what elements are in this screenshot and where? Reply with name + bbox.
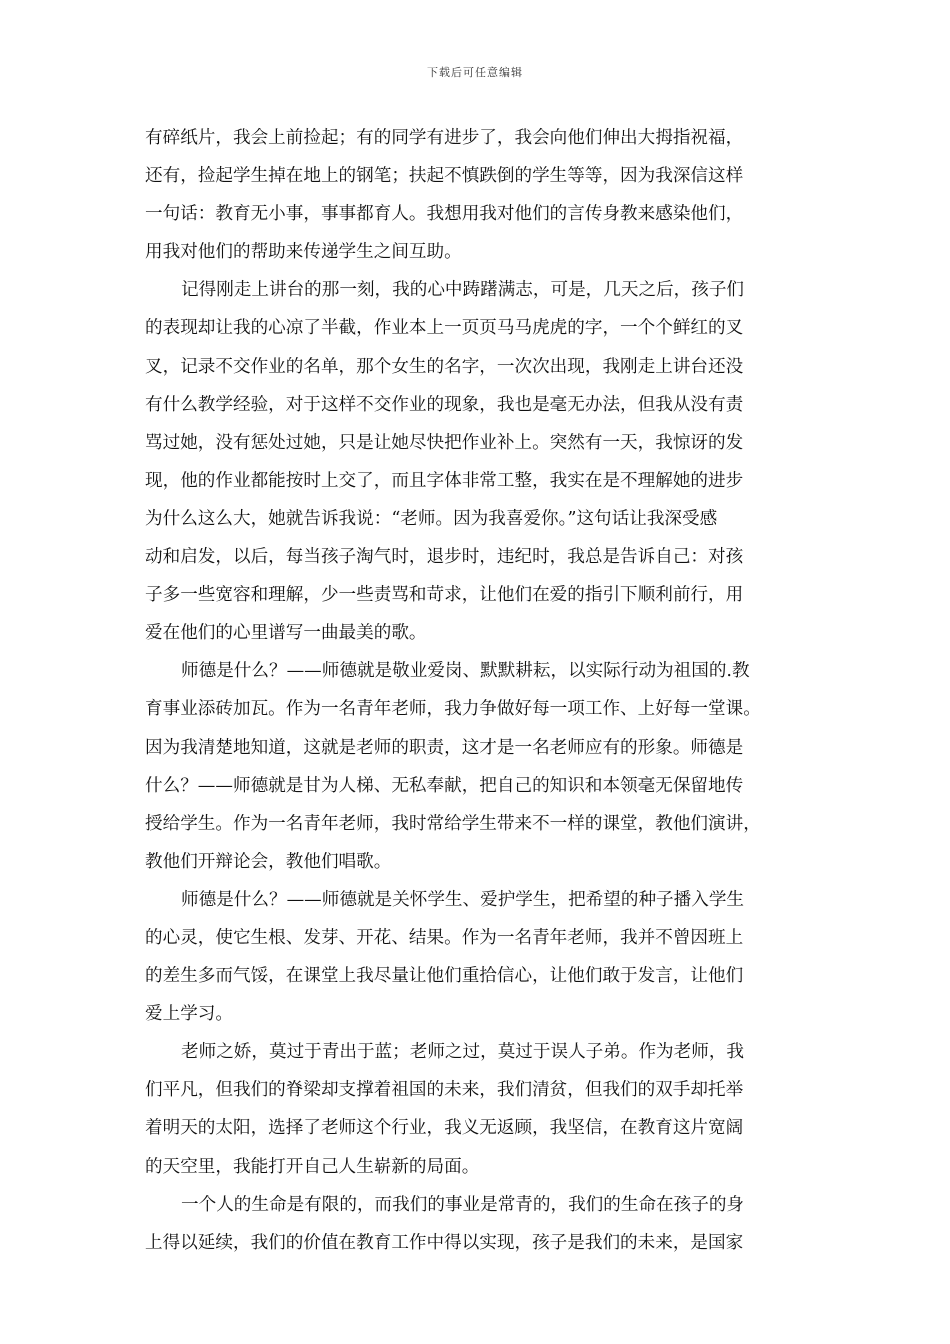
text-line: 骂过她，没有惩处过她，只是让她尽快把作业补上。突然有一天，我惊讶的发	[145, 432, 744, 453]
text-line: 为什么这么大，她就告诉我说：“老师。因为我喜爱你。”这句话让我深受感	[145, 508, 718, 529]
text-line: 教他们开辩论会，教他们唱歌。	[145, 851, 392, 872]
paragraph-first-line: 师德是什么？——师德就是敬业爱岗、默默耕耘，以实际行动为祖国的.教	[181, 661, 750, 682]
document-body	[145, 119, 815, 1262]
text-line: 上得以延续，我们的价值在教育工作中得以实现，孩子是我们的未来，是国家	[145, 1232, 744, 1253]
text-line: 现，他的作业都能按时上交了，而且字体非常工整，我实在是不理解她的进步	[145, 470, 744, 491]
text-line: 的心灵，使它生根、发芽、开花、结果。作为一名青年老师，我并不曾因班上	[145, 927, 744, 948]
text-line: 叉，记录不交作业的名单，那个女生的名字，一次次出现，我刚走上讲台还没	[145, 356, 744, 377]
text-line: 什么？——师德就是甘为人梯、无私奉献，把自己的知识和本领毫无保留地传	[145, 775, 744, 796]
text-line: 用我对他们的帮助来传递学生之间互助。	[145, 242, 462, 263]
text-line: 爱上学习。	[145, 1004, 233, 1025]
text-line: 有碎纸片，我会上前捡起；有的同学有进步了，我会向他们伸出大拇指祝福，	[145, 128, 744, 148]
paragraph-first-line: 老师之娇，莫过于青出于蓝；老师之过，莫过于误人子弟。作为老师，我	[181, 1042, 745, 1063]
paragraph-first-line: 记得刚走上讲台的那一刻，我的心中踌躇满志，可是，几天之后，孩子们	[181, 280, 745, 301]
text-line: 子多一些宽容和理解，少一些责骂和苛求，让他们在爱的指引下顺利前行，用	[145, 585, 744, 606]
text-line: 授给学生。作为一名青年老师，我时常给学生带来不一样的课堂，教他们演讲，	[145, 813, 761, 834]
text-line: 的表现却让我的心凉了半截，作业本上一页页马马虎虎的字，一个个鲜红的叉	[145, 318, 744, 339]
text-line: 爱在他们的心里谱写一曲最美的歌。	[145, 623, 427, 644]
text-line: 们平凡，但我们的脊梁却支撑着祖国的未来，我们清贫，但我们的双手却托举	[145, 1080, 744, 1101]
text-line: 因为我清楚地知道，这就是老师的职责，这才是一名老师应有的形象。师德是	[145, 737, 744, 758]
text-line: 还有，捡起学生掉在地上的钢笔；扶起不慎跌倒的学生等等，因为我深信这样	[145, 166, 744, 187]
text-line: 育事业添砖加瓦。作为一名青年老师，我力争做好每一项工作、上好每一堂课。	[145, 699, 761, 720]
text-line: 动和启发，以后，每当孩子淘气时，退步时，违纪时，我总是告诉自己：对孩	[145, 547, 744, 568]
text-line: 一句话：教育无小事，事事都育人。我想用我对他们的言传身教来感染他们，	[145, 204, 744, 225]
paragraph-first-line: 师德是什么？——师德就是关怀学生、爱护学生，把希望的种子播入学生	[181, 889, 745, 910]
text-line: 的天空里，我能打开自己人生崭新的局面。	[145, 1156, 480, 1177]
text-line: 的差生多而气馁，在课堂上我尽量让他们重拾信心，让他们敢于发言，让他们	[145, 966, 744, 987]
text-line: 有什么教学经验，对于这样不交作业的现象，我也是毫无办法，但我从没有责	[145, 394, 744, 415]
paragraph-first-line: 一个人的生命是有限的，而我们的事业是常青的，我们的生命在孩子的身	[181, 1194, 745, 1215]
page-header: 下载后可任意编辑	[427, 66, 523, 79]
text-line: 着明天的太阳，选择了老师这个行业，我义无返顾，我坚信，在教育这片宽阔	[145, 1118, 744, 1139]
